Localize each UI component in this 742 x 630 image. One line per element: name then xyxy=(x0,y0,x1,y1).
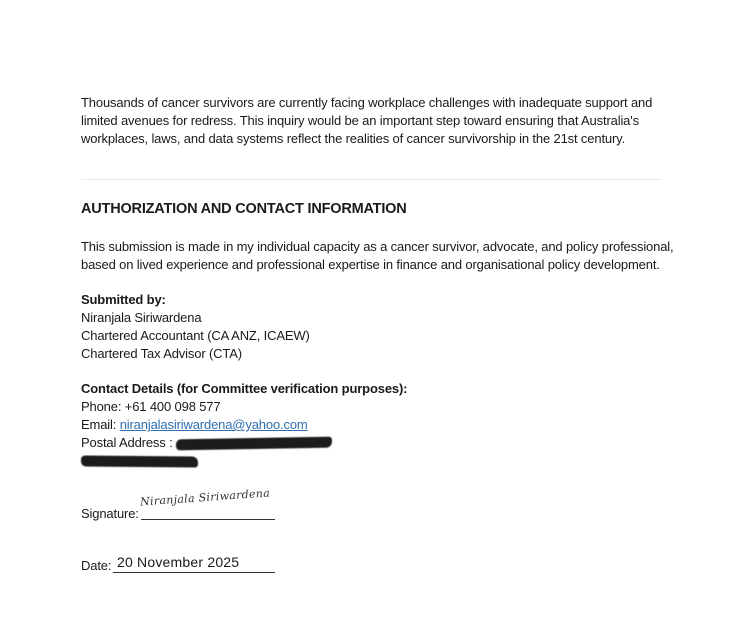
signature-label: Signature: xyxy=(81,506,139,521)
statement-line-2: based on lived experience and professional expertise in finance and organisational policy development. xyxy=(81,257,660,272)
redacted-address-2 xyxy=(81,456,198,468)
postal-address-line xyxy=(81,434,407,452)
capacity-statement xyxy=(81,238,674,274)
date-value: 20 November 2025 xyxy=(117,554,240,570)
handwritten-signature: Niranjala Siriwardena xyxy=(139,486,271,509)
email-line xyxy=(81,416,407,434)
submitted-by-block xyxy=(81,291,310,363)
credential-cta: Chartered Tax Advisor (CTA) xyxy=(81,346,242,361)
contact-label: Contact Details (for Committee verification purposes): xyxy=(81,381,408,396)
email-label: Email: xyxy=(81,417,120,432)
submitted-by-label: Submitted by: xyxy=(81,292,166,307)
intro-line-3: workplaces, laws, and data systems reflect the realities of cancer survivorship in the 21st century. xyxy=(81,131,626,146)
date-line xyxy=(113,572,275,573)
redacted-address-1 xyxy=(175,437,331,451)
credential-ca: Chartered Accountant (CA ANZ, ICAEW) xyxy=(81,328,310,343)
postal-address-label: Postal Address : xyxy=(81,435,173,450)
submitter-name: Niranjala Siriwardena xyxy=(81,310,202,325)
section-heading: AUTHORIZATION AND CONTACT INFORMATION xyxy=(81,201,407,217)
intro-line-1: Thousands of cancer survivors are currently facing workplace challenges with inadequate support and xyxy=(81,95,653,110)
intro-line-2: limited avenues for redress. This inquiry would be an important step toward ensuring that Australia's xyxy=(81,113,639,128)
email-link[interactable]: niranjalasiriwardena@yahoo.com xyxy=(119,417,308,432)
phone-line: Phone: +61 400 098 577 xyxy=(81,399,221,414)
signature-line xyxy=(141,519,275,520)
intro-paragraph xyxy=(81,94,663,148)
postal-address-line-2 xyxy=(81,452,407,470)
contact-block xyxy=(81,380,407,470)
section-divider xyxy=(81,179,661,180)
date-label: Date: xyxy=(81,558,112,573)
statement-line-1: This submission is made in my individual capacity as a cancer survivor, advocate, and policy professional, xyxy=(81,239,674,254)
